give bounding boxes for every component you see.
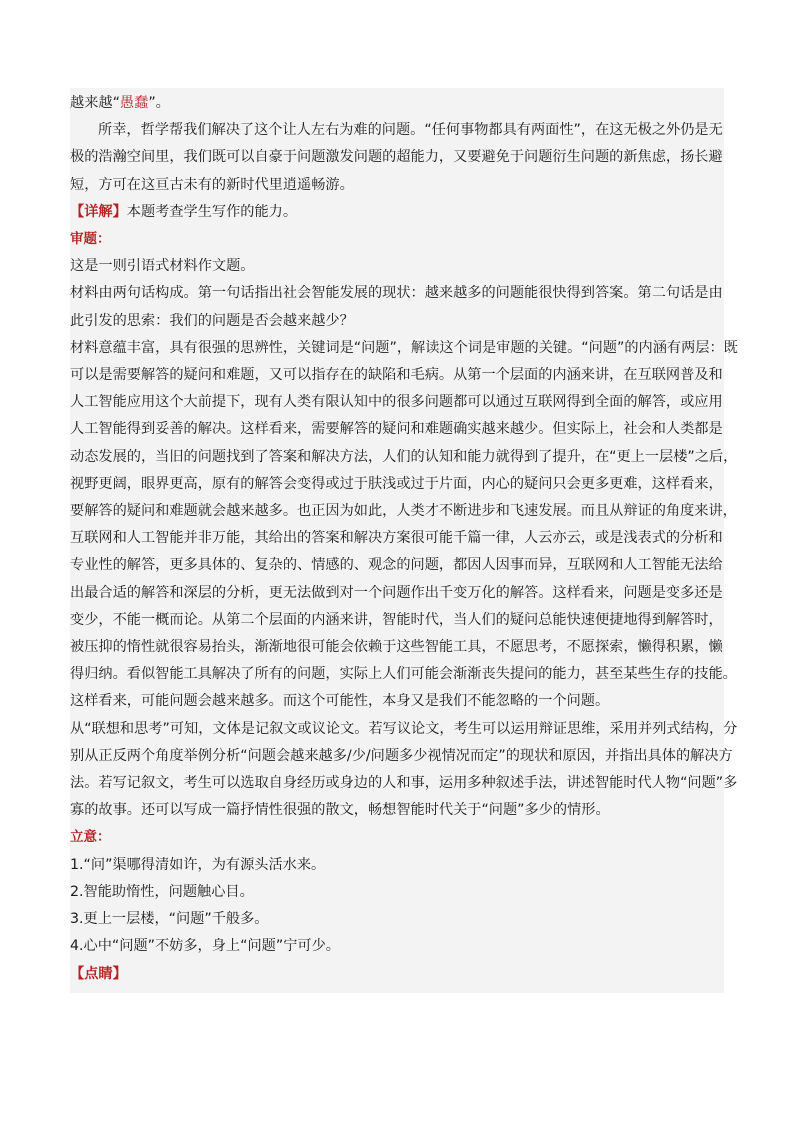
shenti-line: 这是一则引语式材料作文题。 [70, 258, 255, 275]
detail-text: 本题考查学生写作的能力。 [126, 203, 298, 220]
shenti-line: 法。若写记叙文，考生可以选取自身经历或身边的人和事，运用多种叙述手法，讲述智能时代人物“问题”多 [70, 775, 738, 792]
essay-line-0-pre: 越来越“ [70, 95, 120, 111]
shenti-line: 这样看来，可能问题会越来越多。而这个可能性，本身又是我们不能忽略的一个问题。 [70, 693, 610, 710]
detail-label: 【详解】 [70, 203, 127, 220]
shenti-line: 从“联想和思考”可知，文体是记叙文或议论文。若写议论文，考生可以运用辩证思维，采用并列式结构，分 [70, 720, 738, 737]
shenti-line: 被压抑的惰性就很容易抬头，渐渐地很可能会依赖于这些智能工具，不愿思考，不愿探索，懒得积累，懒 [70, 639, 723, 656]
liyi-heading: 立意： [70, 829, 111, 846]
essay-paragraph-line: 所幸，哲学帮我们解决了这个让人左右为难的问题。“任何事物都具有两面性”，在这无极之外仍是无 [98, 122, 723, 139]
shenti-line: 可以是需要解答的疑问和难题，又可以指存在的缺陷和毛病。从第一个层面的内涵来讲，在互联网普及和 [70, 367, 723, 384]
shenti-line: 要解答的疑问和难题就会越来越多。也正因为如此，人类才不断进步和飞速发展。而且从辩证的角度来讲， [70, 503, 737, 520]
shenti-line: 视野更阔，眼界更高，原有的解答会变得或过于肤浅或过于片面，内心的疑问只会更多更难，这样看来， [70, 475, 723, 492]
answer-text [70, 90, 738, 988]
essay-line-0 [70, 90, 724, 117]
liyi-item: 1.“问”渠哪得清如许，为有源头活水来。 [70, 856, 326, 873]
dianjing-label: 【点睛】 [70, 965, 127, 982]
shenti-line: 人工智能得到妥善的解决。这样看来，需要解答的疑问和难题确实越来越少。但实际上，社会和人类都是 [70, 421, 723, 438]
shenti-line: 得归纳。看似智能工具解决了所有的问题，实际上人们可能会渐渐丧失提问的能力，甚至某些生存的技能。 [70, 666, 737, 683]
shenti-line: 材料由两句话构成。第一句话指出社会智能发展的现状：越来越多的问题能很快得到答案。第二句话是由 [70, 285, 723, 302]
shenti-heading: 审题： [70, 231, 111, 248]
shenti-line: 此引发的思索：我们的问题是否会越来越少？ [70, 312, 354, 329]
shenti-line: 别从正反两个角度举例分析“问题会越来越多/少/问题多少视情况而定”的现状和原因，并指出具体的解决方 [70, 747, 733, 764]
shenti-line: 寡的故事。还可以写成一篇抒情性很强的散文，畅想智能时代关于“问题”多少的情形。 [70, 802, 610, 819]
detail-line [70, 199, 724, 226]
highlight-word: 愚蠢 [119, 95, 149, 111]
liyi-item: 3.更上一层楼，“问题”千般多。 [70, 911, 269, 928]
essay-paragraph-line: 短，方可在这亘古未有的新时代里逍遥畅游。 [70, 176, 354, 193]
essay-paragraph-line: 极的浩瀚空间里，我们既可以自豪于问题激发问题的超能力，又要避免于问题衍生问题的新焦虑，扬长避 [70, 149, 723, 166]
shenti-line: 出最合适的解答和深层的分析，更无法做到对一个问题作出千变万化的解答。这样看来，问题是变多还是 [70, 584, 723, 601]
shenti-line: 变少，不能一概而论。从第二个层面的内涵来讲，智能时代，当人们的疑问总能快速便捷地得到解答时， [70, 611, 723, 628]
shenti-line: 互联网和人工智能并非万能，其给出的答案和解决方案很可能千篇一律，人云亦云，或是浅表式的分析和 [70, 530, 723, 547]
shenti-line: 人工智能应用这个大前提下，现有人类有限认知中的很多问题都可以通过互联网得到全面的解答，或应用 [70, 394, 723, 411]
essay-line-0-post: ”。 [148, 95, 170, 111]
shenti-line: 动态发展的，当旧的问题找到了答案和解决方法，人们的认知和能力就得到了提升，在“更上一层楼”之后， [70, 448, 738, 465]
shenti-line: 材料意蕴丰富，具有很强的思辨性，关键词是“问题”，解读这个词是审题的关键。“问题”的内涵有两层：既 [70, 339, 738, 356]
shenti-line: 专业性的解答，更多具体的、复杂的、情感的、观念的问题，都因人因事而异，互联网和人工智能无法给 [70, 557, 723, 574]
liyi-item: 2.智能助惰性，问题触心目。 [70, 883, 254, 900]
liyi-item: 4.心中“问题”不妨多，身上“问题”宁可少。 [70, 938, 340, 955]
